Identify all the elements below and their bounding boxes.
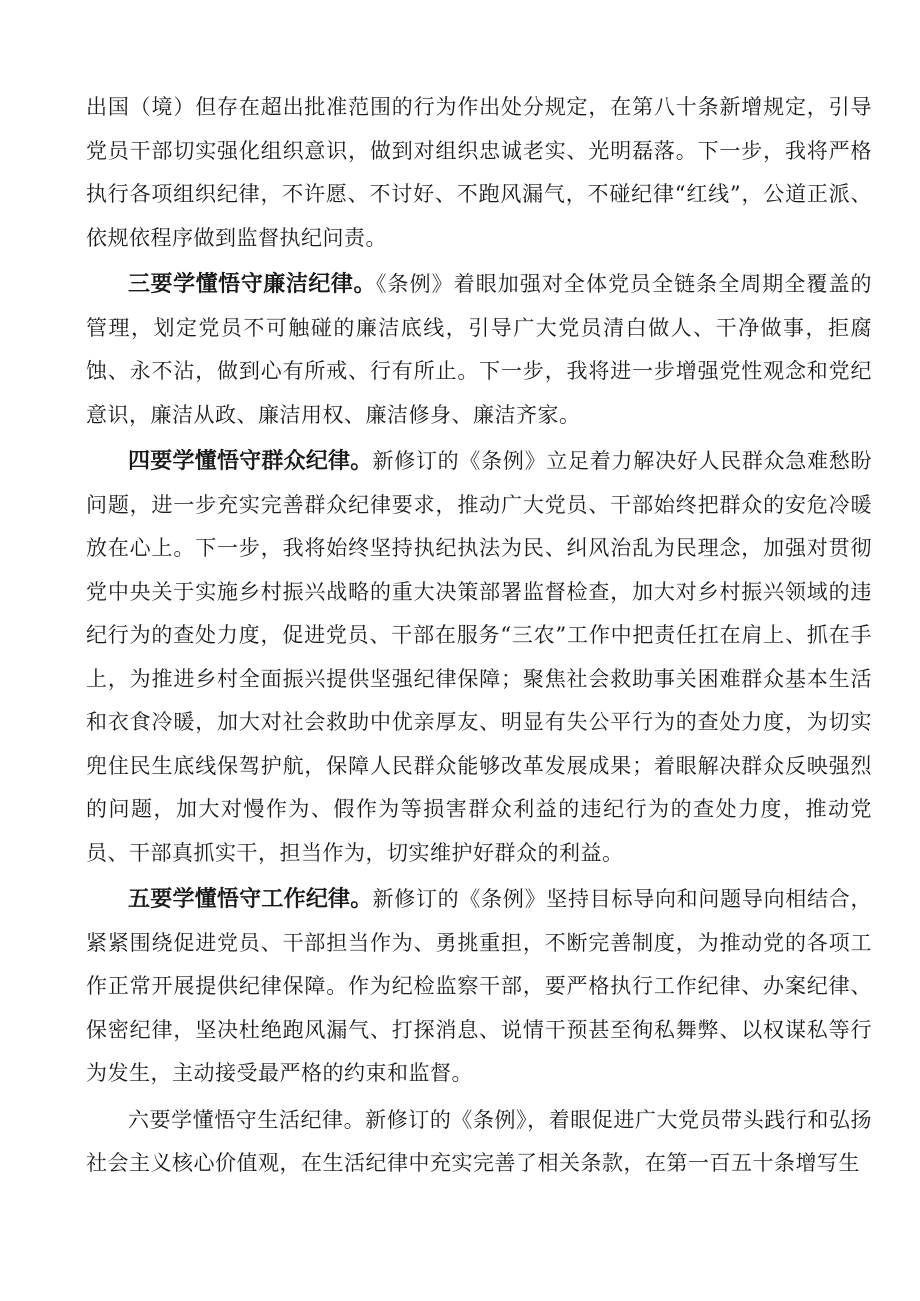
section-heading: 三要学懂悟守廉洁纪律。	[128, 272, 376, 297]
section-heading: 五要学懂悟守工作纪律。	[128, 887, 373, 912]
paragraph-body: 六要学懂悟守生活纪律。新修订的《条例》，着眼促进广大党员带头践行和弘扬社会主义核心价值观，在生活纪律中充实完善了相关条款，在第一百五十条增写生	[86, 1107, 872, 1175]
paragraph-work-discipline	[86, 878, 872, 1096]
paragraph-organization-discipline-continued	[86, 86, 872, 260]
paragraph-life-discipline	[86, 1099, 872, 1186]
paragraph-mass-discipline	[86, 440, 872, 875]
paragraph-body: 《条例》着眼加强对全体党员全链条全周期全覆盖的管理，划定党员不可触碰的廉洁底线，引导广大党员清白做人、干净做事，拒腐蚀、永不沾，做到心有所戒、行有所止。下一步，我将进一步增强党性观念和党纪意识，廉洁从政、廉洁用权、廉洁修身、廉洁齐家。	[86, 272, 872, 427]
paragraph-body: 出国（境）但存在超出批准范围的行为作出处分规定，在第八十条新增规定，引导党员干部切实强化组织意识，做到对组织忠诚老实、光明磊落。下一步，我将严格执行各项组织纪律，不许愿、不讨好、不跑风漏气，不碰纪律“红线”，公道正派、依规依程序做到监督执纪问责。	[86, 95, 872, 250]
paragraph-body: 新修订的《条例》立足着力解决好人民群众急难愁盼问题，进一步充实完善群众纪律要求，推动广大党员、干部始终把群众的安危冷暖放在心上。下一步，我将始终坚持执纪执法为民、纠风治乱为民理念，加强对贯彻党中央关于实施乡村振兴战略的重大决策部署监督检查，加大对乡村振兴领域的违纪行为的查处力度，促进党员、干部在服务“三农”工作中把责任扛在肩上、抓在手上，为推进乡村全面振兴提供坚强纪律保障；聚焦社会救助事关困难群众基本生活和衣食冷暖，加大对社会救助中优亲厚友、明显有失公平行为的查处力度，为切实兜住民生底线保驾护航，保障人民群众能够改革发展成果；着眼解决群众反映强烈的问题，加大对慢作为、假作为等损害群众利益的违纪行为的查处力度，推动党员、干部真抓实干，担当作为，切实维护好群众的利益。	[86, 449, 872, 865]
paragraph-integrity-discipline	[86, 263, 872, 437]
paragraph-body: 新修订的《条例》坚持目标导向和问题导向相结合，紧紧围绕促进党员、干部担当作为、勇挑重担，不断完善制度，为推动党的各项工作正常开展提供纪律保障。作为纪检监察干部，要严格执行工作纪律、办案纪律、保密纪律，坚决杜绝跑风漏气、打探消息、说情干预甚至徇私舞弊、以权谋私等行为发生，主动接受最严格的约束和监督。	[86, 887, 872, 1085]
section-heading: 四要学懂悟守群众纪律。	[128, 449, 373, 474]
